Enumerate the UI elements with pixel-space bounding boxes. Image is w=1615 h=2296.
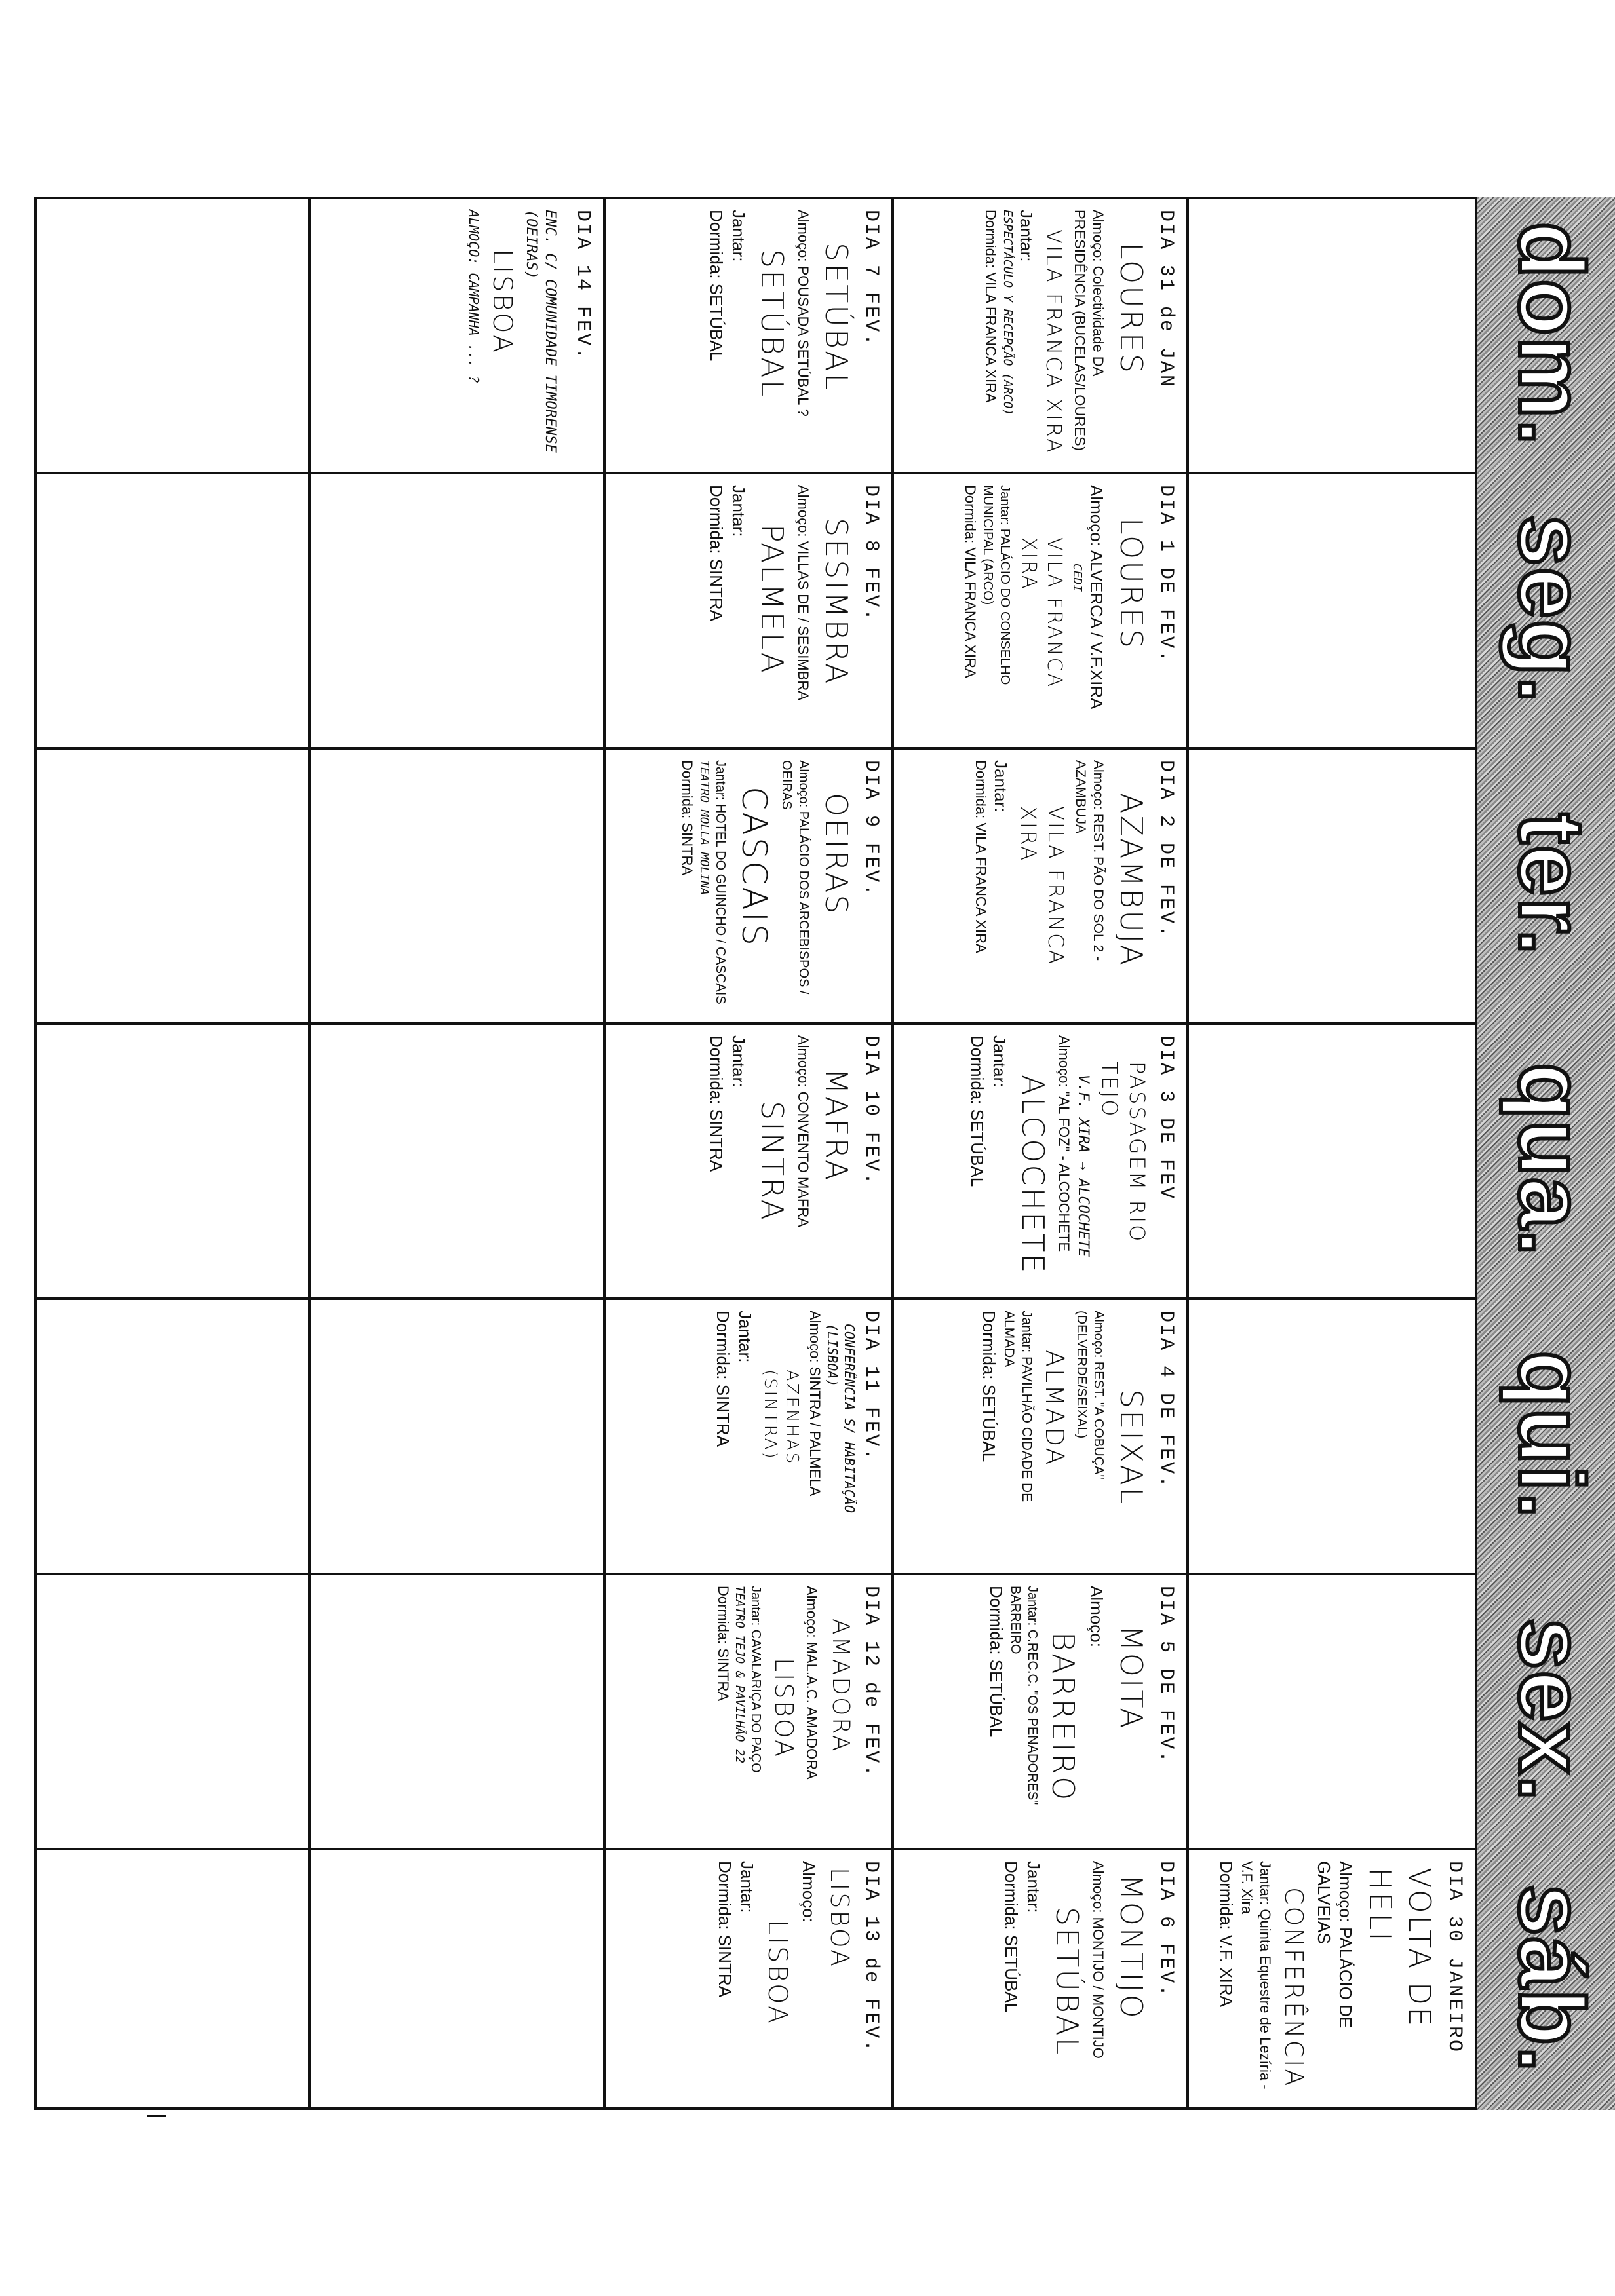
cell-place-secondary: PALMELA <box>754 524 790 675</box>
cell-place: SETÚBAL <box>819 242 854 392</box>
cell-dormida: Dormida: SETÚBAL <box>967 1035 988 1187</box>
cell-jantar: Jantar: <box>1023 1861 1043 1913</box>
cell-dormida: Dormida: VILA FRANCA XIRA <box>972 760 989 953</box>
cell-place: SESIMBRA <box>819 518 854 686</box>
cell-mon-1-feb <box>894 473 1188 747</box>
cell-wed-10-feb <box>606 1024 893 1297</box>
cell-place-secondary: VILA FRANCA XIRA <box>1041 229 1067 455</box>
cell-jantar-note: TEATRO TEJO & PAVILHÃO 22 <box>733 1586 747 1763</box>
cell-dormida: Dormida: VILA FRANCA XIRA <box>983 210 1000 403</box>
cell-place: MOITA <box>1114 1625 1149 1731</box>
cell-date: DIA 5 DE FEV. <box>1155 1586 1177 1765</box>
cell-sun-7-feb <box>606 198 893 472</box>
cell-place-secondary: ALCOCHETE <box>1015 1075 1051 1275</box>
cell-place: LOURES <box>1114 518 1149 651</box>
cell-jantar: Jantar: <box>1017 210 1037 262</box>
cell-almoco: Almoço: REST. "A COBUÇA" (DELVERDE/SEIXAL) <box>1074 1311 1106 1480</box>
cell-jantar: Jantar: PALÁCIO DO CONSELHO MUNICIPAL (ARCO) <box>981 485 1013 685</box>
cell-place: AMADORA <box>827 1618 854 1753</box>
cell-almoco: Almoço: VILLAS DE / SESIMBRA <box>795 485 812 700</box>
cell-place-secondary: SETÚBAL <box>1049 1907 1085 2057</box>
cell-sun-14-feb <box>311 198 604 472</box>
cell-place-secondary: AZENHAS (SINTRA) <box>760 1369 802 1466</box>
header-saturday: sáb. <box>1500 1884 1603 2074</box>
cell-tue-2-feb <box>894 748 1188 1022</box>
header-thursday: qui. <box>1500 1350 1603 1520</box>
cell-jantar-note: TEATRO MOLLA MOLINA <box>697 760 711 895</box>
cell-date: DIA 4 DE FEV. <box>1155 1311 1177 1490</box>
header-tuesday: ter. <box>1500 813 1603 957</box>
cell-place-secondary: SETÚBAL <box>754 249 790 399</box>
cell-dormida: Dormida: SETÚBAL <box>979 1311 1000 1463</box>
grid-line <box>1475 197 1477 2110</box>
cell-jantar: Jantar: <box>737 1861 757 1913</box>
cell-place-secondary: LISBOA <box>762 1920 792 2026</box>
cell-sun-31-jan <box>894 198 1188 472</box>
cell-dormida: Dormida: SINTRA <box>713 1311 733 1447</box>
cell-place-secondary: VILA FRANCA XIRA <box>1017 537 1066 689</box>
cell-sat-13-feb <box>606 1849 893 2107</box>
cell-dormida: Dormida: SINTRA <box>707 1035 727 1172</box>
cell-dormida: Dormida: SETÚBAL <box>707 210 727 362</box>
cell-date: DIA 2 DE FEV. <box>1155 760 1177 940</box>
cell-almoco: Almoço: MAL.A.C. AMADORA <box>804 1586 821 1780</box>
cell-place-secondary: ALMADA <box>1040 1350 1070 1467</box>
cell-dormida: Dormida: SINTRA <box>714 1586 731 1702</box>
cell-dormida: Dormida: VILA FRANCA XIRA <box>962 485 979 678</box>
cell-mon-8-feb <box>606 473 893 747</box>
cell-almoco: Almoço: ALVERCA / V.F.XIRA <box>1087 485 1107 710</box>
cell-place-secondary: CASCAIS <box>734 786 774 948</box>
cell-date: DIA 10 FEV. <box>860 1035 882 1187</box>
cell-jantar: Jantar: C.REC.C. "OS PENADORES" BARREIRO <box>1007 1586 1040 1805</box>
cell-jantar: Jantar: PAVILHÃO CIDADE DE ALMADA <box>1001 1311 1034 1502</box>
cell-place: MONTIJO <box>1114 1874 1149 2020</box>
cell-place: MAFRA <box>819 1068 854 1183</box>
grid-line <box>35 2107 1477 2110</box>
cell-dormida: Dormida: SINTRA <box>707 485 727 622</box>
cell-place-note: CONFERÊNCIA S/ HABITAÇÃO (LISBOA) <box>825 1324 857 1513</box>
cell-dormida: Dormida: SINTRA <box>679 760 696 876</box>
cell-jantar: Jantar: CAVALARIÇA DO PAÇO <box>749 1586 764 1773</box>
cell-date: DIA 3 DE FEV <box>1155 1035 1177 1201</box>
cell-date: DIA 14 FEV. <box>572 210 594 362</box>
cell-date: DIA 31 de JAN <box>1155 210 1177 389</box>
grid-line <box>308 197 311 2110</box>
cell-thu-11-feb <box>606 1299 893 1573</box>
cell-almoco: Almoço: POUSADA SETÚBAL ? <box>795 210 812 417</box>
cell-place: LOURES <box>1114 242 1149 375</box>
cell-jantar: Jantar: Quinta Equestre de Lezíria - V.F. Xira <box>1238 1861 1274 2090</box>
cell-almoco: Almoço: SINTRA / PALMELA <box>807 1311 823 1497</box>
cell-almoco: Almoço: <box>798 1861 819 1923</box>
cell-dormida: Dormida: SETÚBAL <box>1002 1861 1022 2013</box>
cell-thu-4-feb <box>894 1299 1188 1573</box>
cell-jantar: Jantar: <box>728 1035 749 1088</box>
cell-place: OEIRAS <box>819 793 854 916</box>
header-wednesday: qua. <box>1500 1063 1603 1257</box>
cell-date: DIA 7 FEV. <box>860 210 882 348</box>
cell-date: DIA 11 FEV. <box>860 1311 882 1463</box>
cell-date: DIA 8 FEV. <box>860 485 882 623</box>
header-monday: seg. <box>1500 514 1603 704</box>
cell-almoco: Almoço: CONVENTO MAFRA <box>795 1035 812 1227</box>
cell-place-secondary: SINTRA <box>754 1101 790 1222</box>
header-friday: sex. <box>1500 1618 1603 1803</box>
cell-jantar: Jantar: <box>735 1311 755 1363</box>
cell-jantar: Jantar: HOTEL DO GUINCHO / CASCAIS <box>712 760 728 1004</box>
cell-almoco: Almoço: PALÁCIO DE GALVEIAS <box>1313 1861 1356 2029</box>
cell-place-secondary: LISBOA <box>486 249 517 355</box>
cell-sat-6-feb <box>894 1849 1188 2107</box>
cell-date: DIA 12 de FEV. <box>860 1586 882 1779</box>
cell-date: DIA 30 JANEIRO <box>1443 1861 1466 2054</box>
cell-place: LISBOA <box>825 1867 854 1968</box>
cell-place-note: ENC. C/ COMUNIDADE TIMORENSE (OEIRAS) <box>523 210 558 453</box>
cell-jantar: Jantar: <box>728 210 749 262</box>
cell-fri-5-feb <box>894 1574 1188 1848</box>
cell-date: DIA 13 de FEV. <box>860 1861 882 2054</box>
cell-place-note: V.F. XIRA → ALCOCHETE <box>1074 1075 1091 1257</box>
cell-date: DIA 9 FEV. <box>860 760 882 898</box>
cell-almoco: Almoço: "AL FOZ" - ALCOCHETE <box>1056 1035 1073 1252</box>
cell-place-secondary: CONFERÊNCIA <box>1279 1887 1308 2088</box>
cell-wed-3-feb <box>894 1024 1188 1297</box>
cell-date: DIA 6 FEV. <box>1155 1861 1177 1999</box>
cell-almoco: Almoço: REST. PÃO DO SOL 2 - AZAMBUJA <box>1072 760 1106 961</box>
cell-dormida: Dormida: V.F. XIRA <box>1216 1861 1237 2008</box>
cell-almoco: Almoço: <box>1087 1586 1107 1647</box>
cell-almoco: ALMOÇO: CAMPANHA ... ? <box>465 210 482 383</box>
cell-almoco: Almoço: PALÁCIO DOS ARCEBISPOS / OEIRAS <box>779 760 811 995</box>
header-sunday: dom. <box>1500 221 1603 447</box>
cell-place: AZAMBUJA <box>1114 793 1149 968</box>
cell-tue-9-feb <box>606 748 893 1022</box>
grid-line <box>34 197 37 2110</box>
cell-sat-30-jan <box>1189 1849 1476 2107</box>
cell-almoco-note: CEDI <box>1070 564 1085 592</box>
cell-jantar: Jantar: <box>728 485 749 537</box>
cell-dormida: Dormida: SETÚBAL <box>986 1586 1006 1738</box>
cell-jantar-note: ESPECTÁCULO Y RECEPÇÃO (ARCO) <box>1000 210 1015 416</box>
cell-jantar: Jantar: <box>989 1035 1009 1088</box>
cell-almoco: Almoço: MONTIJO / MONTIJO <box>1090 1861 1107 2059</box>
cell-dormida: Dormida: SINTRA <box>715 1861 735 1998</box>
cell-fri-12-feb <box>606 1574 893 1848</box>
cell-place-secondary: VILA FRANCA XIRA <box>1016 806 1068 966</box>
scan-mark <box>147 2115 166 2117</box>
cell-jantar: Jantar: <box>991 760 1011 813</box>
cell-almoco: Almoço: Colectividade DA PRESIDÊNCIA (BUCELAS/LOURES) <box>1071 210 1107 451</box>
cell-place: VOLTA DE HELI <box>1363 1867 1437 2029</box>
cell-date: DIA 1 DE FEV. <box>1155 485 1177 664</box>
cell-place-secondary: LISBOA <box>769 1658 798 1759</box>
cell-place-secondary: BARREIRO <box>1045 1632 1081 1803</box>
cell-place: PASSAGEM RIO TEJO <box>1097 1062 1150 1244</box>
cell-place: SEIXAL <box>1114 1389 1149 1506</box>
